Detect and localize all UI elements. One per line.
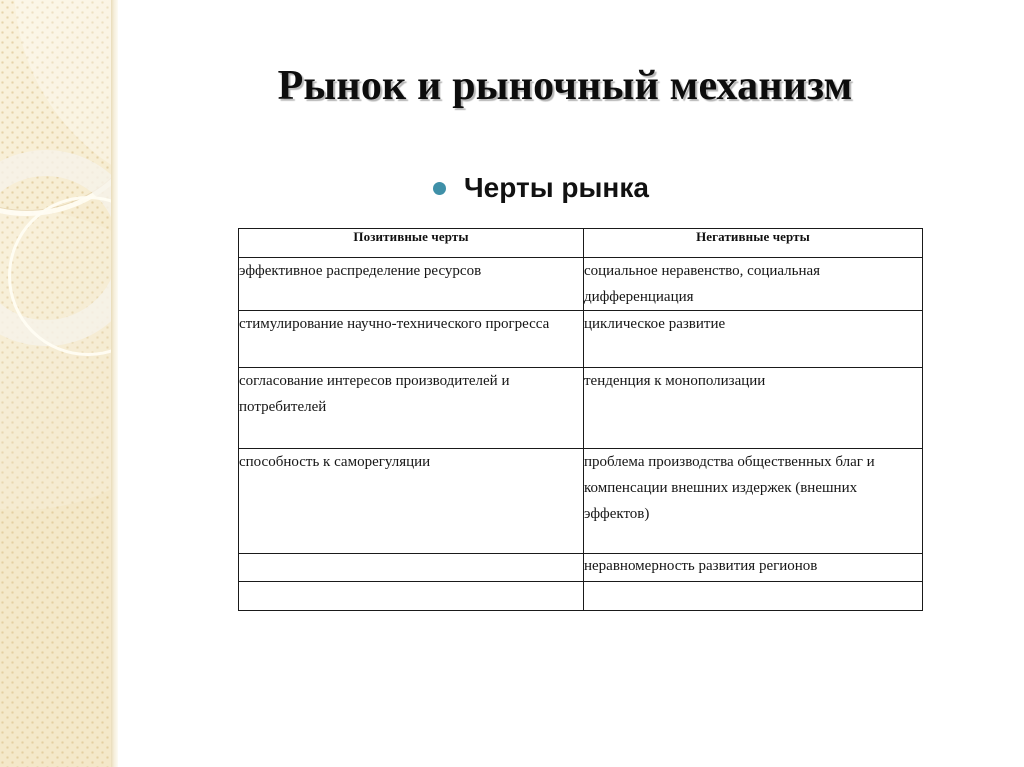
cell-positive [239,582,584,611]
cell-negative: социальное неравенство, социальная дифференциация [584,258,923,311]
table-row [239,582,923,611]
slide-title: Рынок и рыночный механизм [277,63,853,109]
table-header-row [239,229,923,258]
bullet-dot-icon [433,182,446,195]
cell-negative: циклическое развитие [584,311,923,368]
cell-positive: эффективное распределение ресурсов [239,258,584,311]
slide-heading-label: Черты рынка [464,172,649,203]
table-header-negative: Негативные черты [584,229,923,258]
slide-heading [433,172,649,204]
cell-negative: проблема производства общественных благ и компенсации внешних издержек (внешних эффектов) [584,449,923,554]
table-row [239,554,923,582]
cell-negative [584,582,923,611]
decorative-sidebar [0,0,118,767]
cell-negative: тенденция к монополизации [584,368,923,449]
table-header-positive: Позитивные черты [239,229,584,258]
table-row [239,449,923,554]
cell-positive: согласование интересов производителей и потребителей [239,368,584,449]
sidebar-edge [111,0,118,767]
table-row [239,368,923,449]
table-row [239,258,923,311]
cell-positive: способность к саморегуляции [239,449,584,554]
market-features-table [238,228,923,611]
cell-positive: стимулирование научно-технического прогресса [239,311,584,368]
table-row [239,311,923,368]
cell-negative: неравномерность развития регионов [584,554,923,582]
cell-positive [239,554,584,582]
